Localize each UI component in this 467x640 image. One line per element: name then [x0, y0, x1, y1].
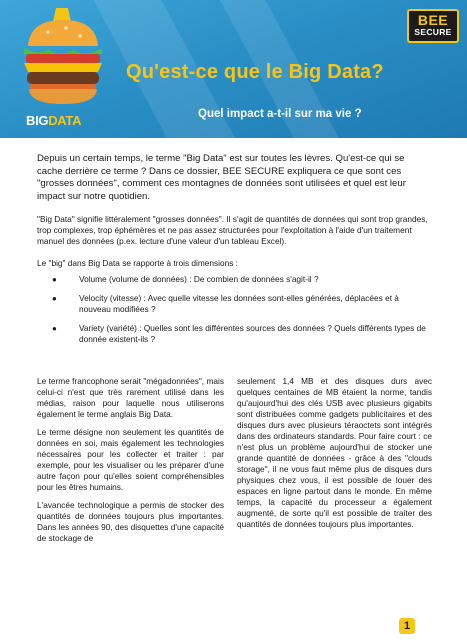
list-item-text: Velocity (vitesse) : Avec quelle vitesse les données sont-elles générées, déplacées et à nouveau modifiées ?	[79, 293, 399, 314]
bee-secure-logo-line1: BEE	[417, 12, 449, 28]
list-item-text: Volume (volume de données) : De combien de données s'agit-il ?	[79, 274, 319, 284]
big-data-logo-part2: DATA	[48, 113, 82, 128]
dimensions-intro: Le "big" dans Big Data se rapporte à trois dimensions :	[37, 258, 238, 268]
burger-bottom-bun	[29, 89, 97, 104]
bullet-icon: ●	[52, 275, 57, 284]
left-column	[37, 376, 224, 551]
crown-icon	[53, 8, 71, 22]
intro-paragraph: Depuis un certain temps, le terme "Big Data" est sur toutes les lèvres. Qu'est-ce qui se cache derrière ce terme ? Dans ce dossier, BEE SECURE expliquera ce que sont ces "grosses données", comment ces montagnes de données sont utilisées et quel est leur impact sur notre quotidien.	[37, 153, 406, 202]
burger-tomato	[26, 54, 100, 63]
left-column-paragraph: L'avancée technologique a permis de stocker des quantités de données toujours plus importantes. Dans les années 90, des disquettes d'une capacité de stockage de	[37, 500, 225, 543]
page-number-badge: 1	[399, 618, 415, 634]
burger-patty	[27, 72, 99, 84]
right-column	[237, 376, 432, 537]
right-column-paragraph: seulement 1,4 MB et des disques durs avec quelques centaines de MB étaient la norme, tandis qu'aujourd'hui des clés USB avec plusieurs gigabits sont distribuées comme gadgets publicitaires et des disques durs avec plusieurs téraoctets sont intégrés dans des ordinateurs standards. Pour faire court : ce n'est plus un problème aujourd'hui de stocker une grande quantité de données - grâce à des "clouds storage", il ne vous faut même plus de disques durs physiques chez vous, il est possible de louer des espaces en ligne partout dans le monde. En même temps, la capacité du processeur a également augmenté, de sorte qu'il est possible de traiter des quantités de données toujours plus importantes.	[237, 376, 432, 529]
definition-paragraph: "Big Data" signifie littéralement "grosses données". Il s'agit de quantités de données qui sont trop grandes, trop complexes, trop éphémères et ne pas assez structurées pour l'exploitation à l'aide d'un traitement manuel des données (p.ex. lecture d'une valeur d'un tableau Excel).	[37, 214, 428, 246]
bullet-icon: ●	[52, 294, 57, 303]
page-title: Qu'est-ce que le Big Data?	[126, 61, 384, 83]
burger-cheese	[24, 63, 102, 72]
big-data-logo	[26, 113, 81, 128]
page-subtitle: Quel impact a-t-il sur ma vie ?	[198, 108, 362, 120]
bullet-icon: ●	[52, 324, 57, 333]
burger-layer	[30, 84, 96, 89]
list-item	[37, 293, 432, 315]
list-item	[37, 323, 432, 345]
burger-lettuce	[24, 48, 102, 54]
bee-secure-logo	[407, 9, 459, 43]
list-item	[37, 274, 432, 285]
list-item-text: Variety (variété) : Quelles sont les différentes sources des données ? Quels différents types de donnée existent-ils ?	[79, 323, 426, 344]
big-data-logo-part1: BIG	[26, 113, 49, 128]
burger-top-bun	[28, 20, 98, 46]
left-column-paragraph: Le terme francophone serait "mégadonnées", mais celui-ci n'est que très rarement utilisé dans les médias, raison pour laquelle nous utiliserons également le terme anglais Big Data.	[37, 376, 224, 419]
header-banner	[0, 0, 467, 138]
left-column-paragraph: Le terme désigne non seulement les quantités de données en soi, mais également les technologies nécessaires pour les collecter et traiter : par exemple, pour les visualiser ou les préparer d'une autre façon pour qu'elles soient compréhensibles pour les êtres humains.	[37, 427, 224, 492]
bee-secure-logo-line2: SECURE	[414, 27, 452, 37]
burger-illustration	[18, 6, 108, 124]
dimensions-list	[37, 274, 432, 345]
